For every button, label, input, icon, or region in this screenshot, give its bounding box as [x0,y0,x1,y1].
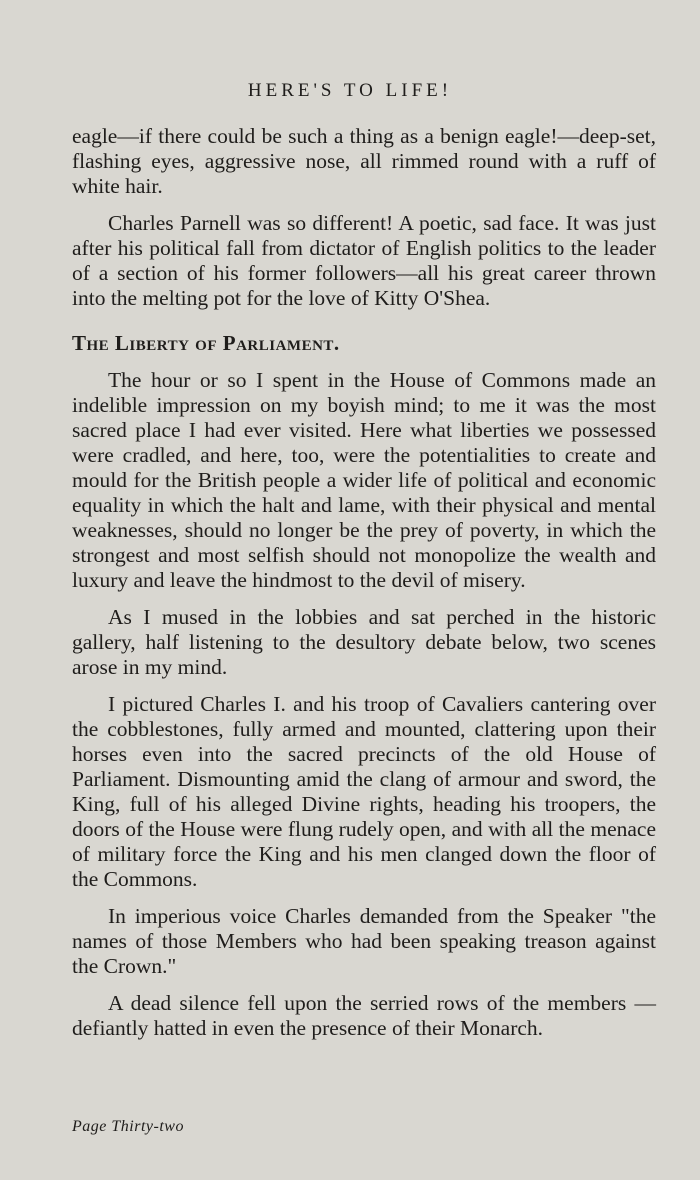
paragraph-6: In imperious voice Charles demanded from the Speaker "the names of those Members who had been speaking treason against the Crown." [72,904,656,978]
paragraph-4: As I mused in the lobbies and sat perched in the historic gallery, half listening to the desultory debate below, two scenes arose in my mind. [72,605,656,679]
paragraph-2: Charles Parnell was so different! A poetic, sad face. It was just after his political fall from dictator of English politics to the leader of a section of his former followers—all his great career thrown into the melting pot for the love of Kitty O'Shea. [72,211,656,310]
paragraph-1: eagle—if there could be such a thing as a benign eagle!—deep-set, flashing eyes, aggressive nose, all rimmed round with a ruff of white hair. [72,124,656,198]
running-head: HERE'S TO LIFE! [247,80,453,101]
paragraph-5: I pictured Charles I. and his troop of Cavaliers cantering over the cobblestones, fully armed and mounted, clattering upon their horses even into the sacred precincts of the old House of Parliament. Dismounting amid the clang of armour and sword, the King, full of his alleged Divine rights, heading his troopers, the doors of the House were flung rudely open, and with all the menace of military force the King and his men clanged down the floor of the Commons. [72,692,656,891]
section-heading: The Liberty of Parliament. [72,331,340,355]
paragraph-7: A dead silence fell upon the serried rows of the members —defiantly hatted in even the presence of their Monarch. [72,991,656,1040]
page-body [72,124,656,1053]
paragraph-3: The hour or so I spent in the House of Commons made an indelible impression on my boyish mind; to me it was the most sacred place I had ever visited. Here what liberties we possessed were cradled, and here, too, were the potentialities to create and mould for the British people a wider life of political and economic equality in which the halt and lame, with their physical and mental weaknesses, should no longer be the prey of poverty, in which the strongest and most selfish should not monopolize the wealth and luxury and leave the hindmost to the devil of misery. [72,368,656,592]
page-number-label: Page Thirty-two [72,1118,184,1135]
